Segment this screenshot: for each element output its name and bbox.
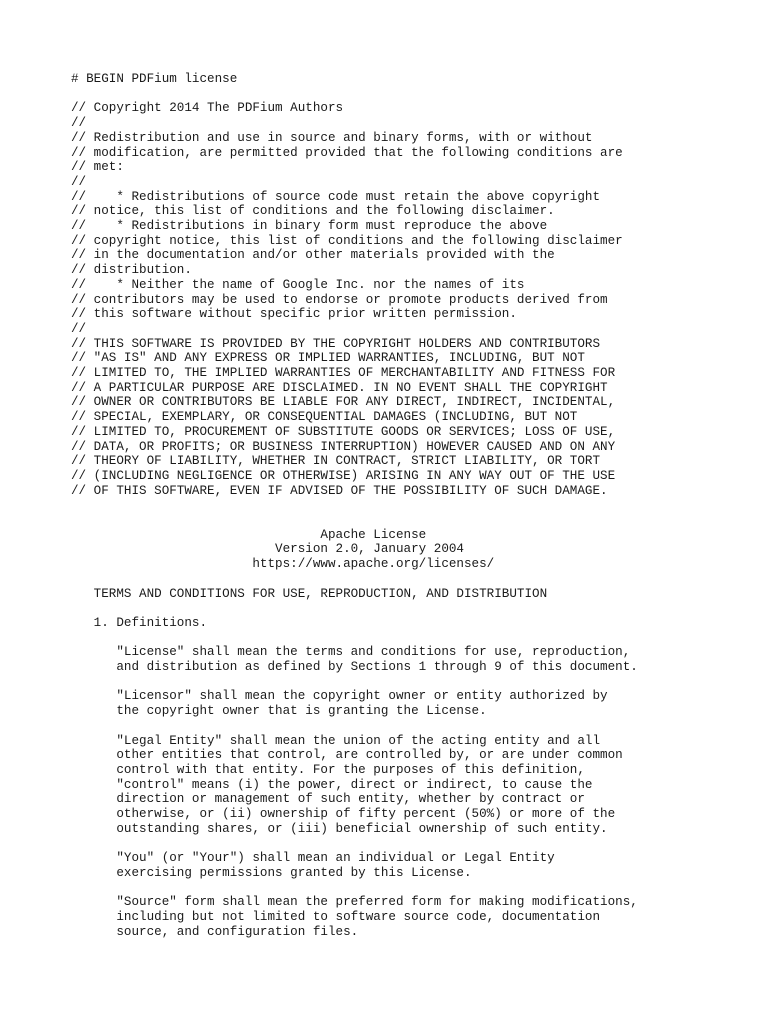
text-line: // * Redistributions of source code must retain the above copyright [71, 189, 601, 204]
text-line: // contributors may be used to endorse or promote products derived from [71, 292, 608, 307]
text-line: Version 2.0, January 2004 [71, 542, 464, 557]
text-line: "Licensor" shall mean the copyright owner or entity authorized by [71, 689, 608, 704]
text-line: source, and configuration files. [71, 924, 359, 939]
text-line: "Legal Entity" shall mean the union of the acting entity and all [71, 733, 601, 748]
blank-line [71, 881, 638, 896]
text-line: // * Redistributions in binary form must reproduce the above [71, 219, 548, 234]
text-line: otherwise, or (ii) ownership of fifty percent (50%) or more of the [71, 807, 616, 822]
text-line: // [71, 321, 87, 336]
text-line: // copyright notice, this list of conditions and the following disclaimer [71, 233, 623, 248]
text-line: "control" means (i) the power, direct or indirect, to cause the [71, 777, 593, 792]
text-line: other entities that control, are controlled by, or are under common [71, 748, 623, 763]
text-line: // modification, are permitted provided that the following conditions are [71, 145, 623, 160]
text-line: // Redistribution and use in source and binary forms, with or without [71, 130, 593, 145]
blank-line [71, 498, 638, 513]
text-line: direction or management of such entity, whether by contract or [71, 792, 585, 807]
text-line: // Copyright 2014 The PDFium Authors [71, 101, 344, 116]
text-line: including but not limited to software source code, documentation [71, 909, 601, 924]
text-line: // LIMITED TO, THE IMPLIED WARRANTIES OF MERCHANTABILITY AND FITNESS FOR [71, 366, 616, 381]
text-line: "License" shall mean the terms and conditions for use, reproduction, [71, 645, 631, 660]
text-line: // OWNER OR CONTRIBUTORS BE LIABLE FOR ANY DIRECT, INDIRECT, INCIDENTAL, [71, 395, 616, 410]
text-line: // * Neither the name of Google Inc. nor the names of its [71, 277, 525, 292]
text-line: // DATA, OR PROFITS; OR BUSINESS INTERRUPTION) HOWEVER CAUSED AND ON ANY [71, 439, 616, 454]
text-line: # BEGIN PDFium license [71, 72, 238, 86]
text-line: // this software without specific prior written permission. [71, 307, 517, 322]
license-text [71, 72, 638, 939]
text-line: // met: [71, 160, 124, 175]
text-line: https://www.apache.org/licenses/ [71, 557, 495, 572]
text-line: // SPECIAL, EXEMPLARY, OR CONSEQUENTIAL DAMAGES (INCLUDING, BUT NOT [71, 410, 578, 425]
text-line: // THIS SOFTWARE IS PROVIDED BY THE COPYRIGHT HOLDERS AND CONTRIBUTORS [71, 336, 601, 351]
blank-line [71, 572, 638, 587]
blank-line [71, 719, 638, 734]
text-line: "Source" form shall mean the preferred form for making modifications, [71, 895, 638, 910]
blank-line [71, 631, 638, 646]
text-line: the copyright owner that is granting the License. [71, 704, 487, 719]
text-line: and distribution as defined by Sections 1 through 9 of this document. [71, 660, 638, 675]
text-line: // "AS IS" AND ANY EXPRESS OR IMPLIED WARRANTIES, INCLUDING, BUT NOT [71, 351, 585, 366]
text-line: // A PARTICULAR PURPOSE ARE DISCLAIMED. IN NO EVENT SHALL THE COPYRIGHT [71, 380, 608, 395]
text-line: "You" (or "Your") shall mean an individual or Legal Entity [71, 851, 555, 866]
text-line: // distribution. [71, 263, 192, 278]
blank-line [71, 601, 638, 616]
text-line: exercising permissions granted by this License. [71, 865, 472, 880]
text-line: TERMS AND CONDITIONS FOR USE, REPRODUCTION, AND DISTRIBUTION [71, 586, 548, 601]
text-line: Apache License [71, 527, 427, 542]
text-line: // in the documentation and/or other materials provided with the [71, 248, 555, 263]
text-line: // THEORY OF LIABILITY, WHETHER IN CONTRACT, STRICT LIABILITY, OR TORT [71, 454, 601, 469]
text-line: 1. Definitions. [71, 615, 208, 630]
blank-line [71, 675, 638, 690]
blank-line [71, 87, 638, 102]
text-line: // notice, this list of conditions and the following disclaimer. [71, 204, 555, 219]
text-line: // LIMITED TO, PROCUREMENT OF SUBSTITUTE GOODS OR SERVICES; LOSS OF USE, [71, 424, 616, 439]
text-line: outstanding shares, or (iii) beneficial ownership of such entity. [71, 821, 608, 836]
text-line: // [71, 174, 87, 189]
text-line: // (INCLUDING NEGLIGENCE OR OTHERWISE) ARISING IN ANY WAY OUT OF THE USE [71, 468, 616, 483]
text-line: control with that entity. For the purposes of this definition, [71, 762, 585, 777]
blank-line [71, 836, 638, 851]
blank-line [71, 513, 638, 528]
text-line: // OF THIS SOFTWARE, EVEN IF ADVISED OF THE POSSIBILITY OF SUCH DAMAGE. [71, 483, 608, 498]
text-line: // [71, 116, 87, 131]
